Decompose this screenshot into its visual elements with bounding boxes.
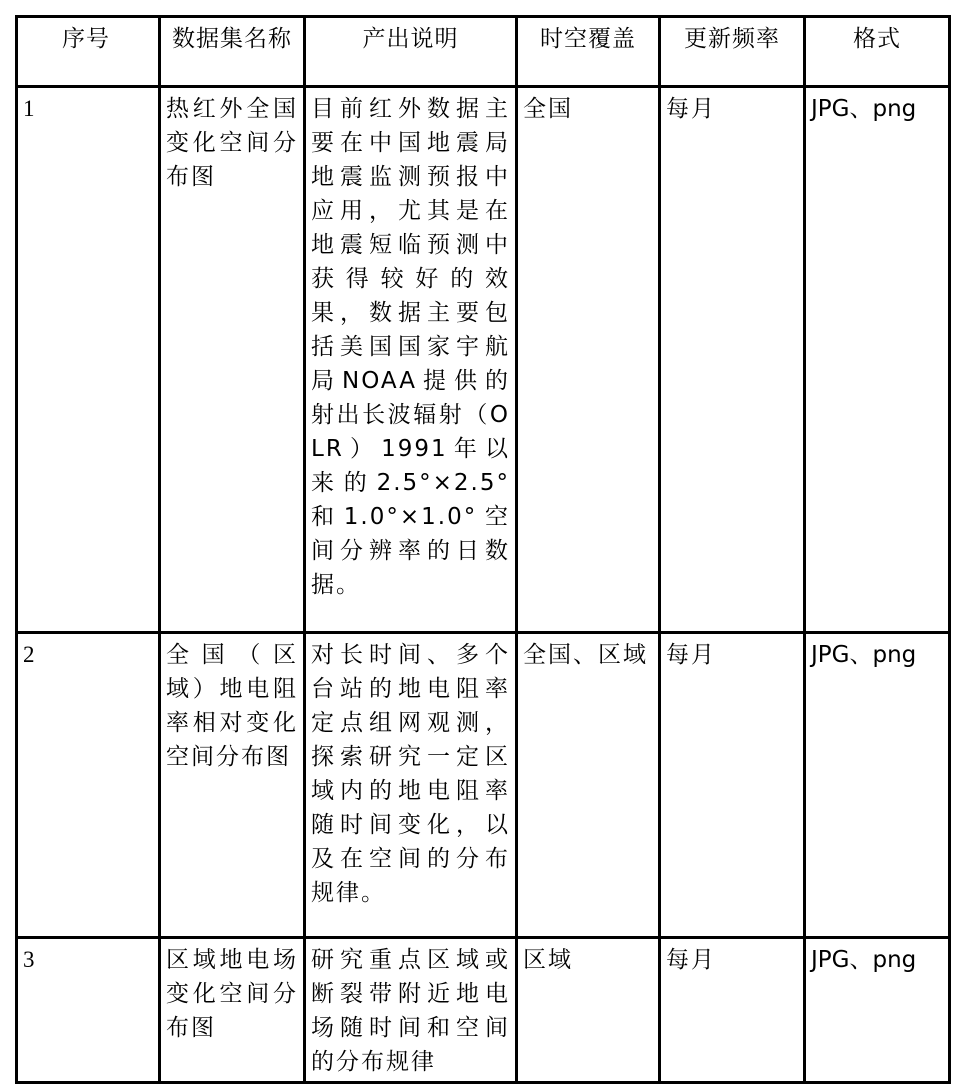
cell-dataset-name: 全国（区域）地电阻率相对变化空间分布图 <box>160 633 305 938</box>
cell-frequency: 每月 <box>660 87 805 633</box>
cell-description: 对长时间、多个台站的地电阻率定点组网观测，探索研究一定区域内的地电阻率随时间变化，以及在空间的分布规律。 <box>305 633 517 938</box>
cell-coverage: 全国、区域 <box>517 633 660 938</box>
cell-dataset-name: 区域地电场变化空间分布图 <box>160 938 305 1083</box>
cell-index: 1 <box>17 87 160 633</box>
data-table <box>15 15 951 1084</box>
header-coverage: 时空覆盖 <box>517 17 660 87</box>
cell-coverage: 全国 <box>517 87 660 633</box>
header-format: 格式 <box>805 17 950 87</box>
cell-dataset-name: 热红外全国变化空间分布图 <box>160 87 305 633</box>
header-dataset-name: 数据集名称 <box>160 17 305 87</box>
cell-index: 3 <box>17 938 160 1083</box>
table-row <box>17 938 950 1083</box>
cell-description: 目前红外数据主要在中国地震局地震监测预报中应用，尤其是在地震短临预测中获得较好的效果，数据主要包括美国国家宇航局NOAA提供的射出长波辐射（OLR）1991年以来的2.5°×2.5°和1.0°×1.0°空间分辨率的日数据。 <box>305 87 517 633</box>
cell-frequency: 每月 <box>660 938 805 1083</box>
header-row <box>17 17 950 87</box>
cell-frequency: 每月 <box>660 633 805 938</box>
header-index: 序号 <box>17 17 160 87</box>
cell-description: 研究重点区域或断裂带附近地电场随时间和空间的分布规律 <box>305 938 517 1083</box>
table-row <box>17 87 950 633</box>
cell-coverage: 区域 <box>517 938 660 1083</box>
header-description: 产出说明 <box>305 17 517 87</box>
cell-format: JPG、png <box>805 633 950 938</box>
table-row <box>17 633 950 938</box>
cell-format: JPG、png <box>805 938 950 1083</box>
cell-index: 2 <box>17 633 160 938</box>
header-frequency: 更新频率 <box>660 17 805 87</box>
cell-format: JPG、png <box>805 87 950 633</box>
